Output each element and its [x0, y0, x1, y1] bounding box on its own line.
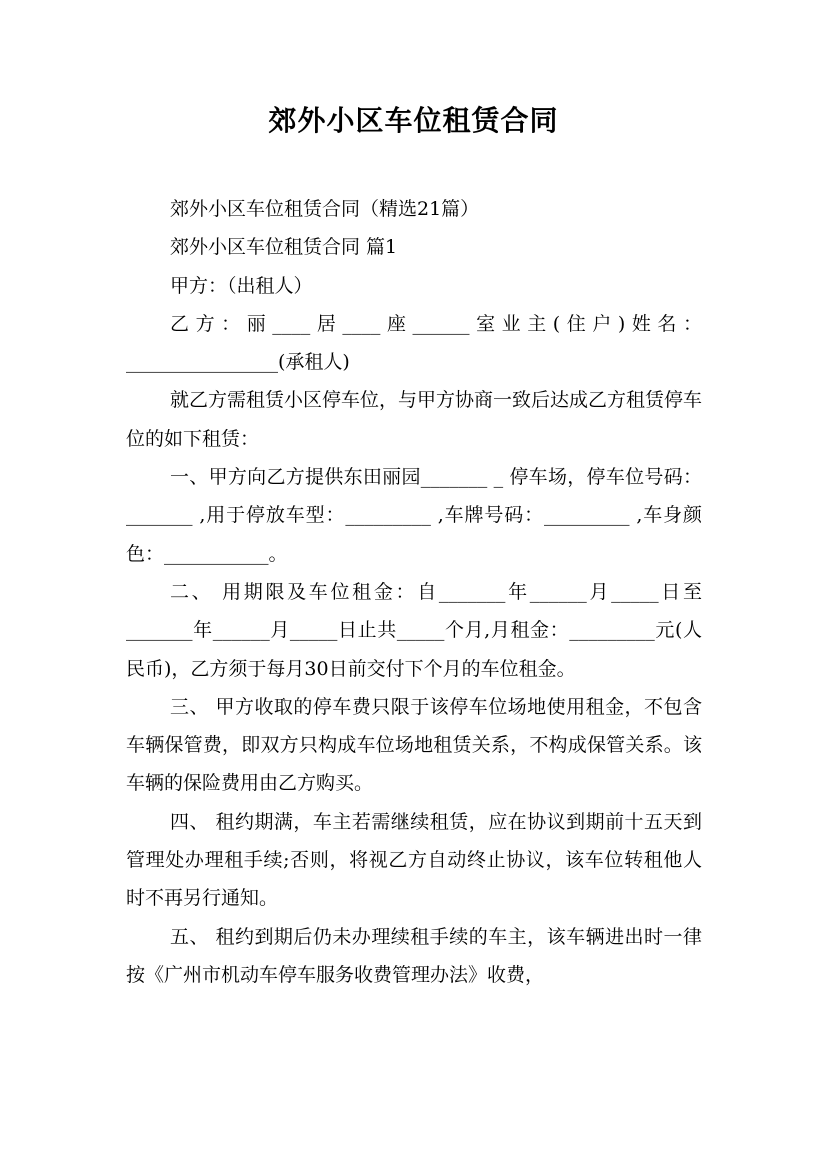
paragraph-heading: 郊外小区车位租赁合同 篇1 — [170, 236, 398, 259]
document-title: 郊外小区车位租赁合同 — [268, 104, 559, 137]
paragraph-clause-3: 三、 甲方收取的停车费只限于该停车位场地使用租金，不包含车辆保管费，即双方只构成车位场地租赁关系，不构成保管关系。该车辆的保险费用由乙方购买。 — [126, 695, 702, 795]
paragraph-clause-2: 二、 用期限及车位租金：自_______年______月_____日至_______年______月_____日止共_____个月,月租金：_________元(人民币)，乙方须于每月30日前交付下个月的车位租金。 — [126, 580, 702, 680]
paragraph-subtitle: 郊外小区车位租赁合同（精选21篇） — [170, 198, 480, 220]
paragraph-clause-4: 四、 租约期满，车主若需继续租赁，应在协议到期前十五天到管理处办理租手续;否则，将视乙方自动终止协议，该车位转租他人时不再另行通知。 — [126, 810, 702, 910]
paragraph-preamble: 就乙方需租赁小区停车位，与甲方协商一致后达成乙方租赁停车位的如下租赁： — [126, 389, 703, 450]
paragraph-party-b: 乙方：丽____居____座______室业主(住户)姓名：________________(承租人) — [126, 312, 702, 374]
paragraph-party-a: 甲方：（出租人） — [170, 274, 313, 297]
document-body — [126, 190, 702, 994]
paragraph-clause-1: 一、甲方向乙方提供东田丽园_______ _ 停车场，停车位号码：_______ ,用于停放车型：_________ ,车牌号码：_________ ,车身颜色：___________。 — [126, 466, 702, 565]
paragraph-clause-5: 五、 租约到期后仍未办理续租手续的车主，该车辆进出时一律按《广州市机动车停车服务收费管理办法》收费， — [126, 925, 702, 986]
